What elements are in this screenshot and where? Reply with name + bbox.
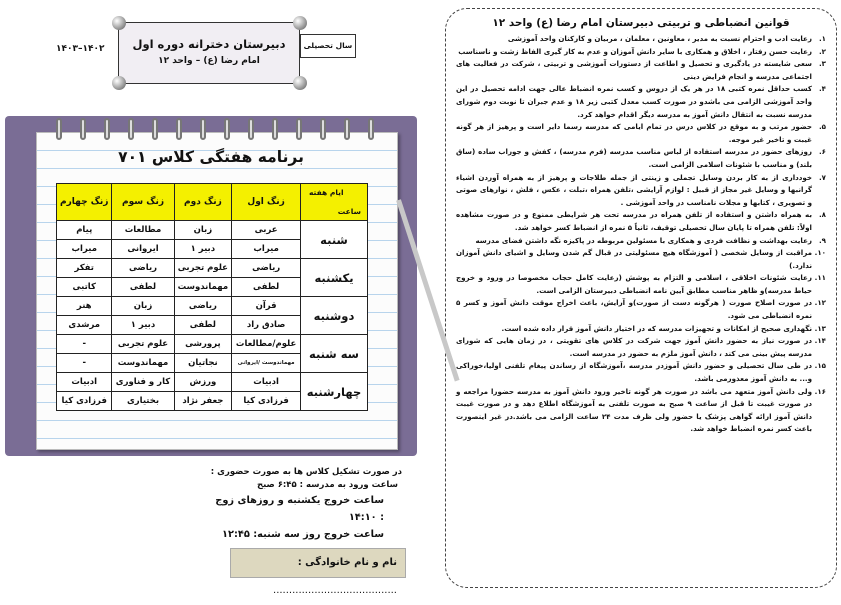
rule-number: ۶. bbox=[818, 147, 826, 157]
subject-cell: هنر bbox=[57, 297, 112, 316]
teacher-cell: ایروانی bbox=[112, 240, 174, 259]
teacher-cell: فرزادی کیا bbox=[57, 392, 112, 411]
subject-cell: ریاضی bbox=[174, 297, 232, 316]
subject-cell: تفکر bbox=[57, 259, 112, 278]
day-cell: شنبه bbox=[301, 221, 368, 259]
rule-text: نگهداری صحیح از امکانات و تجهیزات مدرسه که در اختیار دانش آموز قرار داده شده است. bbox=[501, 323, 812, 333]
rule-item bbox=[456, 272, 826, 297]
rule-item bbox=[456, 58, 826, 83]
rule-text: روزهای حضور در مدرسه استفاده از لباس مناسب مدرسه (فرم مدرسه) ، کفش و جوراب ساده (ساق بلند) و مناسب با شئونات اسلامی الزامی است. bbox=[456, 147, 812, 169]
subject-cell: زبان bbox=[174, 221, 232, 240]
subject-cell: پرورشی bbox=[174, 335, 232, 354]
teacher-cell: مهماندوست bbox=[112, 354, 174, 373]
rule-text: مراقبت از وسایل شخصی ( آموزشگاه هیچ مسئولیتی در قبال گم شدن وسایل و اشیای دانش آموزان ندارد.) bbox=[456, 248, 812, 270]
corner-header bbox=[301, 184, 368, 221]
student-name-label: نام و نام خانوادگی : bbox=[297, 557, 397, 568]
attendance-times bbox=[208, 466, 402, 543]
subject-cell: ورزش bbox=[174, 373, 232, 392]
rule-text: ولی دانش آموز متعهد می باشد در صورت هر گونه تاخیر ورود دانش آموز به مدرسه حضورا مراجعه و در صورت غیبت تا قبل از ساعت ۹ صبح به صورت تلفنی به آموزشگاه اطلاع دهد و در صورت غیبت دانش آموز ارائه گواهی پزشک یا حضور ولی ظرف مدت ۲۴ ساعت الزامی می باشد.در غیر اینصورت باعث کسر نمره انضباط خواهد شد. bbox=[456, 386, 812, 434]
teacher-cell: نجاتیان bbox=[174, 354, 232, 373]
column-header: زنگ دوم bbox=[174, 184, 232, 221]
rule-item bbox=[456, 46, 826, 59]
rule-item bbox=[456, 386, 826, 436]
rule-text: رعایت ادب و احترام نسبت به مدیر ، معاونین ، معلمان ، مربیان و کارکنان واحد آموزشی bbox=[507, 34, 812, 43]
rule-text: در صورت اصلاح صورت ( هرگونه دست از صورت)و آرایش، باعث اخراج موقت دانش آموز و کسر ۵ نمره انضباطی می شود. bbox=[456, 298, 812, 321]
rule-number: ۵. bbox=[818, 122, 826, 132]
subject-cell: مطالعات bbox=[112, 221, 174, 240]
rules-panel bbox=[445, 8, 837, 588]
rule-item bbox=[456, 33, 826, 46]
rule-number: ۱۵. bbox=[814, 361, 826, 371]
table-row bbox=[57, 373, 368, 392]
rule-number: ۸. bbox=[818, 210, 826, 220]
rule-number: ۱۲. bbox=[814, 298, 826, 308]
rule-number: ۱۱. bbox=[814, 273, 826, 283]
rule-number: ۳. bbox=[818, 59, 826, 69]
teacher-cell: مرشدی bbox=[57, 316, 112, 335]
teacher-cell: جعفر نژاد bbox=[174, 392, 232, 411]
teacher-cell: لطفی bbox=[232, 278, 301, 297]
rule-text: حضور مرتب و به موقع در کلاس درس در تمام ایامی که مدرسه رسما دایر است و پرهیز از هر گونه غیبت و تاخیر غیر موجه. bbox=[456, 122, 812, 144]
day-cell: چهارشنبه bbox=[301, 373, 368, 411]
rule-number: ۹. bbox=[818, 235, 826, 245]
rule-item bbox=[456, 335, 826, 360]
subject-cell: ریاضی bbox=[232, 259, 301, 278]
rule-item bbox=[456, 209, 826, 234]
rule-item bbox=[456, 235, 826, 248]
day-cell: یکشنبه bbox=[301, 259, 368, 297]
entry-time: ساعت ورود به مدرسه : ۶:۴۵ صبح bbox=[256, 480, 398, 490]
rules-title: قوانین انضباطی و تربیتی دبیرستان امام رضا (ع) واحد ۱۲ bbox=[492, 17, 790, 29]
rule-item bbox=[456, 172, 826, 210]
subject-cell: ریاضی bbox=[112, 259, 174, 278]
rule-number: ۱۳. bbox=[814, 323, 826, 333]
teacher-cell: دبیر ۱ bbox=[112, 316, 174, 335]
rule-text: به همراه داشتن و استفاده از تلفن همراه در مدرسه تحت هر شرایطی ممنوع و در صورت مشاهده اولاً: تلفن همراه تا پایان سال تحصیلی توقیف، ثانیاً ۵ نمره از انضباط کسر خواهد شد. bbox=[456, 210, 812, 232]
subject-cell: - bbox=[57, 335, 112, 354]
school-year-label: سال تحصیلی bbox=[300, 34, 356, 58]
subject-cell: علوم تجربی bbox=[112, 335, 174, 354]
table-row bbox=[57, 335, 368, 354]
column-header: زنگ اول bbox=[232, 184, 301, 221]
table-row bbox=[57, 259, 368, 278]
student-name-blank[interactable]: ....................................... bbox=[273, 585, 397, 596]
attendance-intro: در صورت تشکیل کلاس ها به صورت حضوری : bbox=[210, 467, 402, 477]
column-header: زنگ چهارم bbox=[57, 184, 112, 221]
table-header-row bbox=[57, 184, 368, 221]
teacher-cell: بختیاری bbox=[112, 392, 174, 411]
rule-number: ۱. bbox=[818, 34, 826, 43]
school-name: دبیرستان دخترانه دوره اول bbox=[132, 37, 286, 51]
table-row bbox=[57, 297, 368, 316]
teacher-cell: - bbox=[57, 354, 112, 373]
rule-text: خودداری از به کار بردن وسایل تجملی و زینتی از جمله طلاجات و پرهیز از به همراه آوردن اشیاء گرانبها و وسایل غیر مجاز از قبیل : لوازم آرایشی ،تلفن همراه ،تبلت ، عکس ، فلش ، نوارهای صوتی و تصویری ، کتابها و مجلات نامناسب در واحد آموزشی . bbox=[456, 172, 812, 207]
rule-text: رعایت شئونات اخلاقی ، اسلامی و التزام به پوشش (رعایت کامل حجاب مخصوصا در ورود و خروج حیاط مدرسه)و ظاهر مناسب مطابق آیین نامه انضباطی دبیرستان الزامی است. bbox=[456, 273, 812, 295]
rule-text: رعایت بهداشت و نظافت فردی و همکاری با مسئولین مربوطه در پاکیزه نگه داشتن فضای مدرسه bbox=[475, 235, 812, 245]
corner-days-label: ایام هفته bbox=[309, 188, 344, 197]
teacher-cell: صادق راد bbox=[232, 316, 301, 335]
subject-cell: عربی bbox=[232, 221, 301, 240]
table-row bbox=[57, 221, 368, 240]
subject-cell: علوم/مطالعات bbox=[232, 335, 301, 354]
rule-item bbox=[456, 360, 826, 385]
rule-number: ۱۰. bbox=[814, 248, 826, 258]
school-header bbox=[118, 22, 300, 84]
weekly-schedule-table bbox=[56, 183, 368, 411]
rule-item bbox=[456, 247, 826, 272]
pin-icon bbox=[293, 76, 307, 90]
rule-item bbox=[456, 83, 826, 121]
school-year: ۱۴۰۳–۱۴۰۲ bbox=[56, 44, 105, 54]
pin-icon bbox=[293, 16, 307, 30]
rule-text: رعایت حسن رفتار ، اخلاق و همکاری با سایر دانش آموزان و عدم به کار گیری الفاظ زشت و ناسناسب bbox=[458, 46, 812, 56]
teacher-cell: دبیر ۱ bbox=[174, 240, 232, 259]
teacher-cell: میراب bbox=[232, 240, 301, 259]
teacher-cell: مهماندوست /ایروانی bbox=[232, 354, 301, 373]
subject-cell: کار و فناوری bbox=[112, 373, 174, 392]
rule-number: ۴. bbox=[818, 84, 826, 94]
day-cell: سه شنبه bbox=[301, 335, 368, 373]
subject-cell: قرآن bbox=[232, 297, 301, 316]
pin-icon bbox=[112, 76, 126, 90]
day-cell: دوشنبه bbox=[301, 297, 368, 335]
spiral-binding bbox=[36, 118, 396, 142]
teacher-cell: میراب bbox=[57, 240, 112, 259]
teacher-cell: مهماندوست bbox=[174, 278, 232, 297]
teacher-cell: لطفی bbox=[112, 278, 174, 297]
rule-item bbox=[456, 121, 826, 146]
exit-time-tuesday: ساعت خروج روز سه شنبه: ۱۲:۴۵ bbox=[221, 529, 384, 540]
student-name-box[interactable] bbox=[230, 548, 406, 596]
rule-text: کسب حداقل نمره کتبی ۱۸ در هر یک از دروس و کسب نمره انضباط عالی جهت ادامه تحصیل در این واحد آموزشی الزامی می باشدو در صورت کسب معدل کتبی زیر ۱۸ و عدم جبران تا نوبت دوم شورای مدرسه نسبت به انتقال دانش آموز به مدرسه دیگر اقدام خواهد کرد. bbox=[456, 84, 813, 119]
school-branch: امام رضا (ع) – واحد ۱۲ bbox=[158, 56, 260, 66]
rule-text: سعی شایسته در یادگیری و تحصیل و اطاعت از دستورات آموزشی و تربیتی ، شرکت در فعالیت های اجتماعی مدرسه و انجام فرایض دینی bbox=[456, 59, 812, 81]
subject-cell: زبان bbox=[112, 297, 174, 316]
rule-number: ۷. bbox=[818, 172, 826, 182]
program-title: برنامه هفتگی کلاس ۷۰۱ bbox=[118, 148, 304, 166]
subject-cell: ادبیات bbox=[232, 373, 301, 392]
subject-cell: ادبیات bbox=[57, 373, 112, 392]
teacher-cell: لطفی bbox=[174, 316, 232, 335]
teacher-cell: کاتبی bbox=[57, 278, 112, 297]
column-header: زنگ سوم bbox=[112, 184, 174, 221]
corner-time-label: ساعت bbox=[337, 207, 361, 216]
teacher-cell: فرزادی کیا bbox=[232, 392, 301, 411]
rule-item bbox=[456, 323, 826, 336]
pin-icon bbox=[112, 16, 126, 30]
rule-item bbox=[456, 146, 826, 171]
rule-number: ۱۴. bbox=[814, 336, 826, 346]
rule-item bbox=[456, 297, 826, 322]
rule-number: ۱۶. bbox=[814, 386, 826, 396]
rule-text: در طی سال تحصیلی و حضور دانش آموزدر مدرسه ،آموزشگاه از رساندن پیغام تلفنی اولیا،خوراکی و... به دانش آموز معذورمی باشد. bbox=[456, 361, 812, 384]
rule-number: ۲. bbox=[818, 46, 826, 56]
exit-time-even-days: ساعت خروج یکشنبه و روزهای زوج : ۱۴:۱۰ bbox=[215, 495, 384, 523]
rule-text: در صورت نیاز به حضور دانش آموز جهت شرکت در کلاس های تقویتی ، در زمان هایی که شورای مدرسه پیش بینی می کند ، دانش آموز ملزم به حضور در مدرسه است. bbox=[456, 336, 812, 358]
subject-cell: پیام bbox=[57, 221, 112, 240]
rules-list bbox=[456, 33, 826, 436]
subject-cell: علوم تجربی bbox=[174, 259, 232, 278]
